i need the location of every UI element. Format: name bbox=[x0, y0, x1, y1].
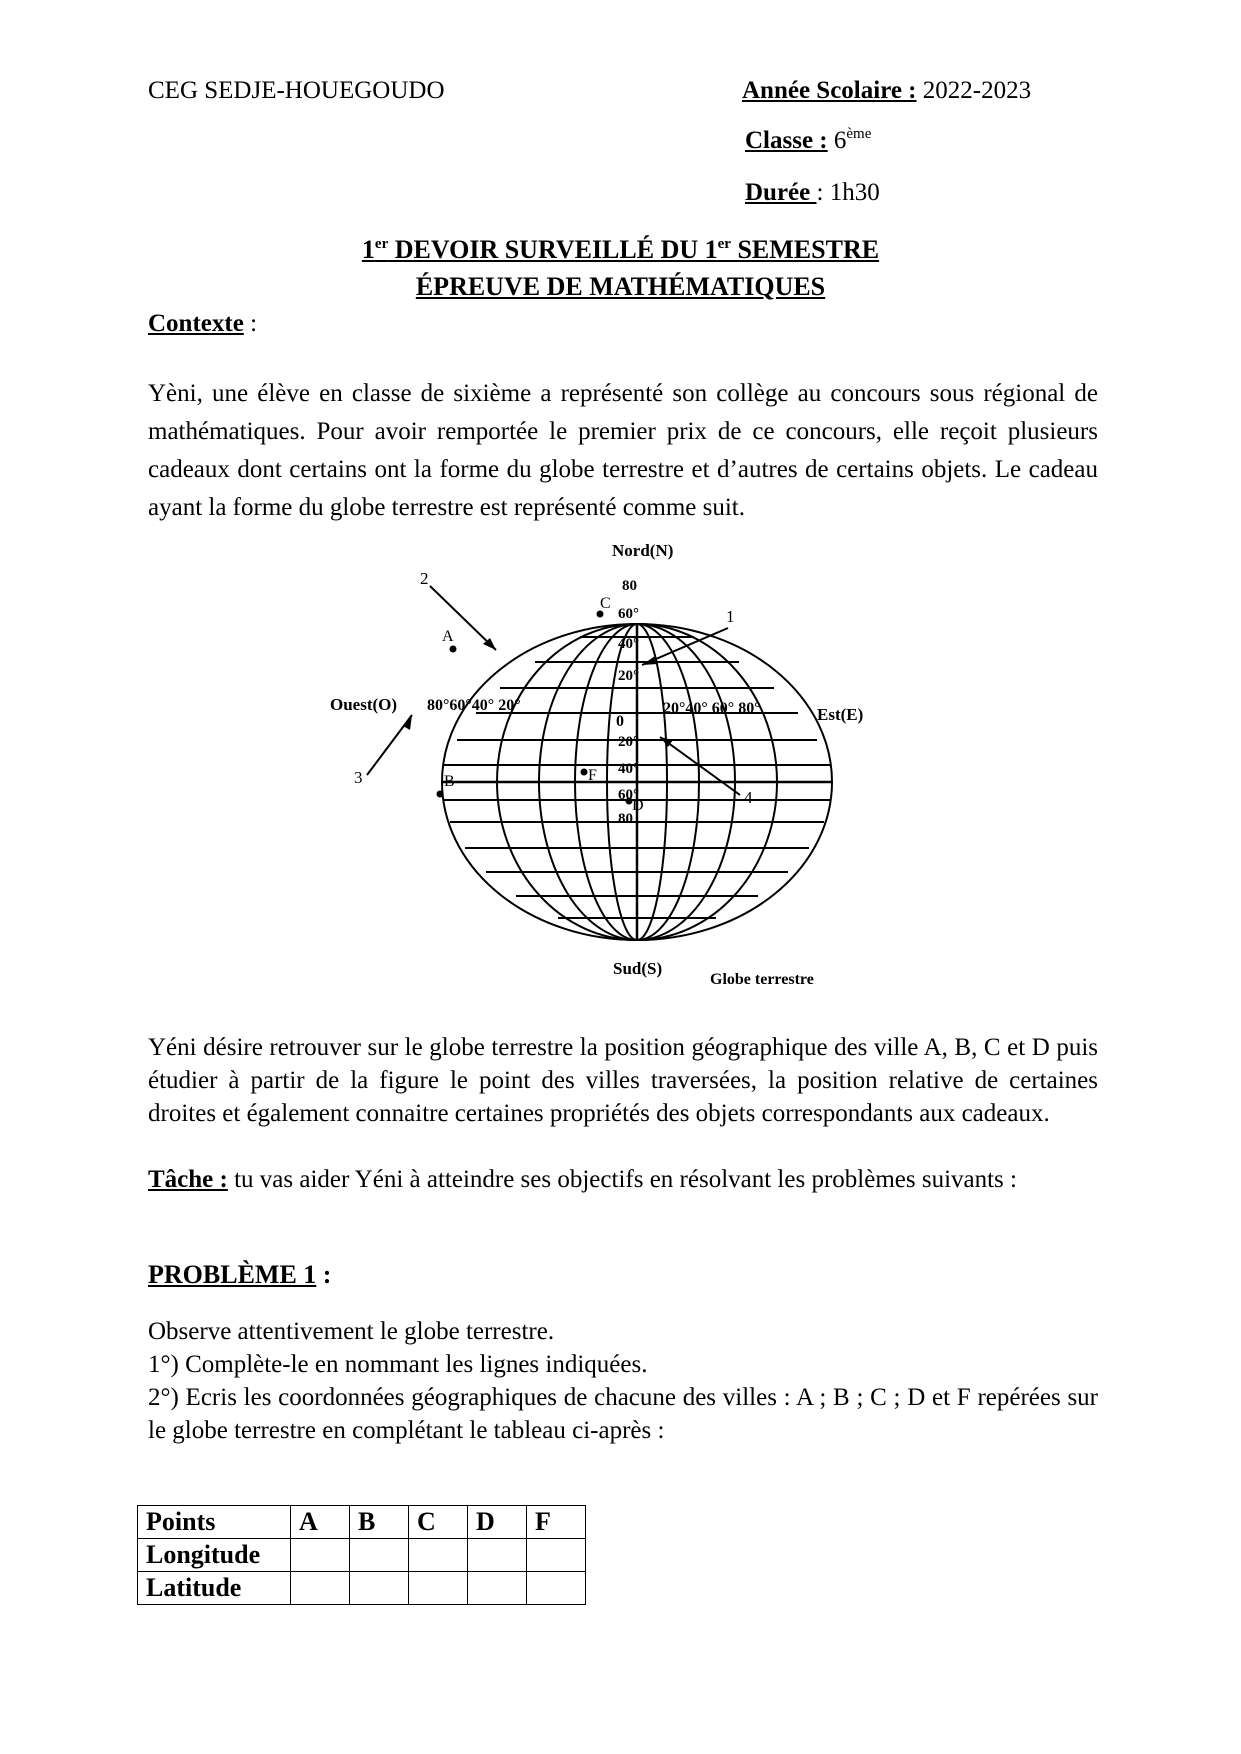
task-text: tu vas aider Yéni à atteindre ses objectifs en résolvant les problèmes suivants : bbox=[227, 1166, 1017, 1193]
problem-1-heading bbox=[148, 1260, 331, 1290]
duration-label: Durée bbox=[745, 179, 817, 206]
title-part-3: SEMESTRE bbox=[730, 235, 880, 264]
south-label: Sud(S) bbox=[613, 959, 663, 978]
column-header-b: B bbox=[350, 1506, 409, 1539]
city-f-label: F bbox=[588, 767, 597, 784]
lat-north-40: 40° bbox=[618, 636, 639, 652]
table-row bbox=[138, 1572, 586, 1605]
title-part-2: DEVOIR SURVEILLÉ DU 1 bbox=[388, 235, 718, 264]
class-sup: ème bbox=[846, 126, 872, 142]
row-header-longitude: Longitude bbox=[138, 1539, 291, 1572]
longitude-d-cell[interactable] bbox=[468, 1539, 527, 1572]
context-label: Contexte bbox=[148, 310, 244, 337]
longitude-f-cell[interactable] bbox=[527, 1539, 586, 1572]
school-name: CEG SEDJE-HOUEGOUDO bbox=[148, 77, 445, 104]
latitude-d-cell[interactable] bbox=[468, 1572, 527, 1605]
row-header-latitude: Latitude bbox=[138, 1572, 291, 1605]
class-value: 6 bbox=[827, 127, 847, 154]
north-label: Nord(N) bbox=[612, 544, 674, 560]
east-label: Est(E) bbox=[817, 705, 864, 724]
column-header-a: A bbox=[291, 1506, 350, 1539]
latitude-c-cell[interactable] bbox=[409, 1572, 468, 1605]
latitude-b-cell[interactable] bbox=[350, 1572, 409, 1605]
problem-1-heading-text: PROBLÈME 1 bbox=[148, 1260, 317, 1289]
pointer-4: 4 bbox=[744, 788, 753, 807]
lat-south-20: 20° bbox=[618, 734, 639, 750]
equator-zero: 0 bbox=[616, 713, 624, 730]
latitude-f-cell[interactable] bbox=[527, 1572, 586, 1605]
question-1: 1°) Complète-le en nommant les lignes indiquées. bbox=[148, 1351, 648, 1378]
school-year-label: Année Scolaire : bbox=[742, 77, 917, 104]
school-year-value: 2022-2023 bbox=[916, 77, 1032, 104]
class-label: Classe : bbox=[745, 127, 828, 154]
question-2: 2°) Ecris les coordonnées géographiques de chacune des villes : A ; B ; C ; D et F repérées sur le globe terrestre en complétant le tableau ci-après : bbox=[148, 1384, 1098, 1444]
longitude-c-cell[interactable] bbox=[409, 1539, 468, 1572]
task-label: Tâche : bbox=[148, 1166, 228, 1193]
lat-south-60: 60° bbox=[618, 787, 639, 803]
pointer-3: 3 bbox=[354, 768, 363, 787]
column-header-c: C bbox=[409, 1506, 468, 1539]
longitude-a-cell[interactable] bbox=[291, 1539, 350, 1572]
title-sup-1: er bbox=[374, 236, 389, 252]
class-level bbox=[745, 124, 871, 157]
city-c-label: C bbox=[600, 595, 611, 612]
exam-subtitle: ÉPREUVE DE MATHÉMATIQUES bbox=[415, 272, 826, 301]
title-part-1: 1 bbox=[361, 235, 375, 264]
task-paragraph bbox=[148, 1163, 1098, 1196]
globe-figure bbox=[330, 544, 890, 1004]
column-header-d: D bbox=[468, 1506, 527, 1539]
lat-south-80: 80 bbox=[618, 811, 633, 827]
globe-caption: Globe terrestre bbox=[710, 971, 814, 988]
lat-north-20: 20° bbox=[618, 668, 639, 684]
latitude-a-cell[interactable] bbox=[291, 1572, 350, 1605]
problem-1-heading-suffix: : bbox=[316, 1260, 332, 1289]
duration bbox=[745, 176, 880, 209]
lat-north-60: 60° bbox=[618, 606, 639, 622]
city-a-label: A bbox=[442, 628, 454, 645]
context-label-suffix: : bbox=[243, 310, 258, 337]
objective-paragraph: Yéni désire retrouver sur le globe terrestre la position géographique des ville A, B, C et D puis étudier à partir de la figure le point des villes traversées, la position relative de certaines droites et également connaitre certaines propriétés des objets correspondants aux cadeaux. bbox=[148, 1034, 1098, 1127]
column-header-f: F bbox=[527, 1506, 586, 1539]
row-header-points: Points bbox=[138, 1506, 291, 1539]
city-b-label: B bbox=[444, 773, 455, 790]
longitude-b-cell[interactable] bbox=[350, 1539, 409, 1572]
pointer-2: 2 bbox=[420, 569, 429, 588]
lat-south-40: 40° bbox=[618, 761, 639, 777]
table-row bbox=[138, 1506, 586, 1539]
east-degrees: 20°40° 60° 80° bbox=[663, 700, 761, 717]
title-sup-2: er bbox=[717, 236, 731, 252]
exam-title bbox=[0, 235, 1241, 265]
west-label: Ouest(O) bbox=[330, 695, 398, 714]
coordinates-table bbox=[137, 1505, 586, 1605]
context-paragraph: Yèni, une élève en classe de sixième a représenté son collège au concours sous régional de mathématiques. Pour avoir remportée le premier prix de ce concours, elle reçoit plusieurs cadeaux dont certains ont la forme du globe terrestre et d’autres de certains objets. Le cadeau ayant la forme du globe terrestre est représenté comme suit. bbox=[148, 380, 1098, 521]
context-heading bbox=[148, 307, 257, 340]
problem-1-intro: Observe attentivement le globe terrestre. bbox=[148, 1318, 555, 1345]
city-d-label: D bbox=[632, 797, 644, 814]
pointer-1: 1 bbox=[726, 607, 735, 626]
table-row bbox=[138, 1539, 586, 1572]
west-degrees: 80°60°40° 20° bbox=[427, 697, 521, 714]
school-year bbox=[742, 74, 1031, 107]
lat-north-80: 80 bbox=[622, 578, 637, 594]
duration-value: : 1h30 bbox=[816, 179, 880, 206]
